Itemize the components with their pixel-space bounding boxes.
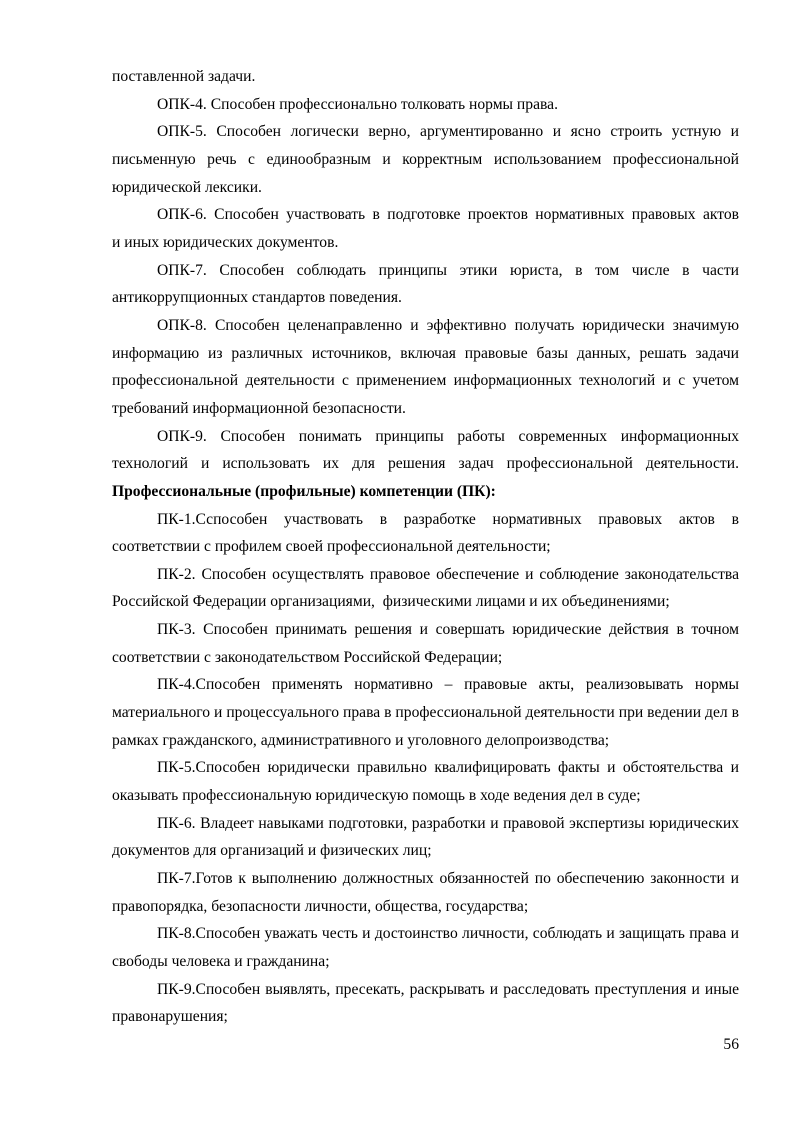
- paragraph-pk-2: [112, 561, 739, 616]
- text-line: информацию из различных источников, включая правовые базы данных, решать задачи: [112, 344, 739, 362]
- text-line: ОПК-7. Способен соблюдать принципы этики юриста, в том числе в части: [157, 261, 739, 279]
- text-line: Российской Федерации организациями, физическими лицами и их объединениями;: [112, 593, 670, 611]
- paragraph-pk-8: [112, 920, 739, 975]
- text-line: ПК-1.Сспособен участвовать в разработке нормативных правовых актов в: [157, 510, 739, 528]
- paragraph-pk-3: [112, 616, 739, 671]
- paragraph-pk-5: [112, 754, 739, 809]
- paragraph-intro-continuation: [112, 63, 739, 91]
- paragraph-pk-heading: [112, 478, 739, 506]
- paragraph-pk-4: [112, 671, 739, 754]
- text-line: соответствии с законодательством Российской Федерации;: [112, 648, 503, 666]
- text-line: ПК-2. Способен осуществлять правовое обеспечение и соблюдение законодательства: [157, 565, 739, 583]
- text-line: рамках гражданского, административного и уголовного делопроизводства;: [112, 731, 610, 749]
- text-line: профессиональной деятельности с применением информационных технологий и с учетом: [112, 372, 739, 390]
- text-line: антикоррупционных стандартов поведения.: [112, 289, 402, 307]
- text-line: ПК-9.Способен выявлять, пресекать, раскрывать и расследовать преступления и иные: [157, 980, 739, 998]
- document-body: [112, 63, 739, 1031]
- paragraph-opk-7: [112, 257, 739, 312]
- text-line: поставленной задачи.: [112, 68, 256, 85]
- text-line: ОПК-9. Способен понимать принципы работы современных информационных: [157, 427, 739, 445]
- text-line: ПК-5.Способен юридически правильно квалифицировать факты и обстоятельства и: [157, 759, 739, 777]
- text-line: ОПК-4. Способен профессионально толковать нормы права.: [157, 95, 558, 113]
- text-line: документов для организаций и физических лиц;: [112, 842, 432, 860]
- text-line: свободы человека и гражданина;: [112, 953, 330, 970]
- text-line: юридической лексики.: [112, 178, 262, 196]
- text-line: ПК-8.Способен уважать честь и достоинство личности, соблюдать и защищать права и: [157, 925, 739, 943]
- text-line: ОПК-8. Способен целенаправленно и эффективно получать юридически значимую: [157, 316, 739, 334]
- text-line: соответствии с профилем своей профессиональной деятельности;: [112, 538, 551, 556]
- text-line: ОПК-6. Способен участвовать в подготовке проектов нормативных правовых актов: [157, 206, 739, 224]
- text-line: ОПК-5. Способен логически верно, аргументированно и ясно строить устную и: [157, 123, 739, 141]
- text-line: правопорядка, безопасности личности, общества, государства;: [112, 897, 529, 915]
- text-line: требований информационной безопасности.: [112, 399, 406, 417]
- paragraph-pk-6: [112, 810, 739, 865]
- text-line: правонарушения;: [112, 1008, 228, 1026]
- text-line: ПК-4.Способен применять нормативно – правовые акты, реализовывать нормы: [157, 676, 739, 694]
- paragraph-opk-6: [112, 201, 739, 256]
- paragraph-opk-9: [112, 423, 739, 478]
- page-number: 56: [723, 1035, 739, 1053]
- text-line: оказывать профессиональную юридическую помощь в ходе ведения дел в суде;: [112, 787, 641, 805]
- paragraph-pk-9: [112, 976, 739, 1031]
- text-line: ПК-7.Готов к выполнению должностных обязанностей по обеспечению законности и: [157, 870, 739, 888]
- text-line: ПК-6. Владеет навыками подготовки, разработки и правовой экспертизы юридических: [157, 814, 739, 832]
- text-line: материального и процессуального права в профессиональной деятельности при ведении дел в: [112, 704, 739, 722]
- paragraph-opk-8: [112, 312, 739, 423]
- paragraph-opk-5: [112, 118, 739, 201]
- text-line: и иных юридических документов.: [112, 233, 339, 251]
- paragraph-pk-1: [112, 506, 739, 561]
- text-line: технологий и использовать их для решения задач профессиональной деятельности.: [112, 455, 739, 473]
- text-line: письменную речь с единообразным и корректным использованием профессиональной: [112, 150, 739, 168]
- paragraph-pk-7: [112, 865, 739, 920]
- text-line: ПК-3. Способен принимать решения и совершать юридические действия в точном: [157, 621, 739, 639]
- paragraph-opk-4: [112, 91, 739, 119]
- text-line: Профессиональные (профильные) компетенции (ПК):: [112, 482, 496, 500]
